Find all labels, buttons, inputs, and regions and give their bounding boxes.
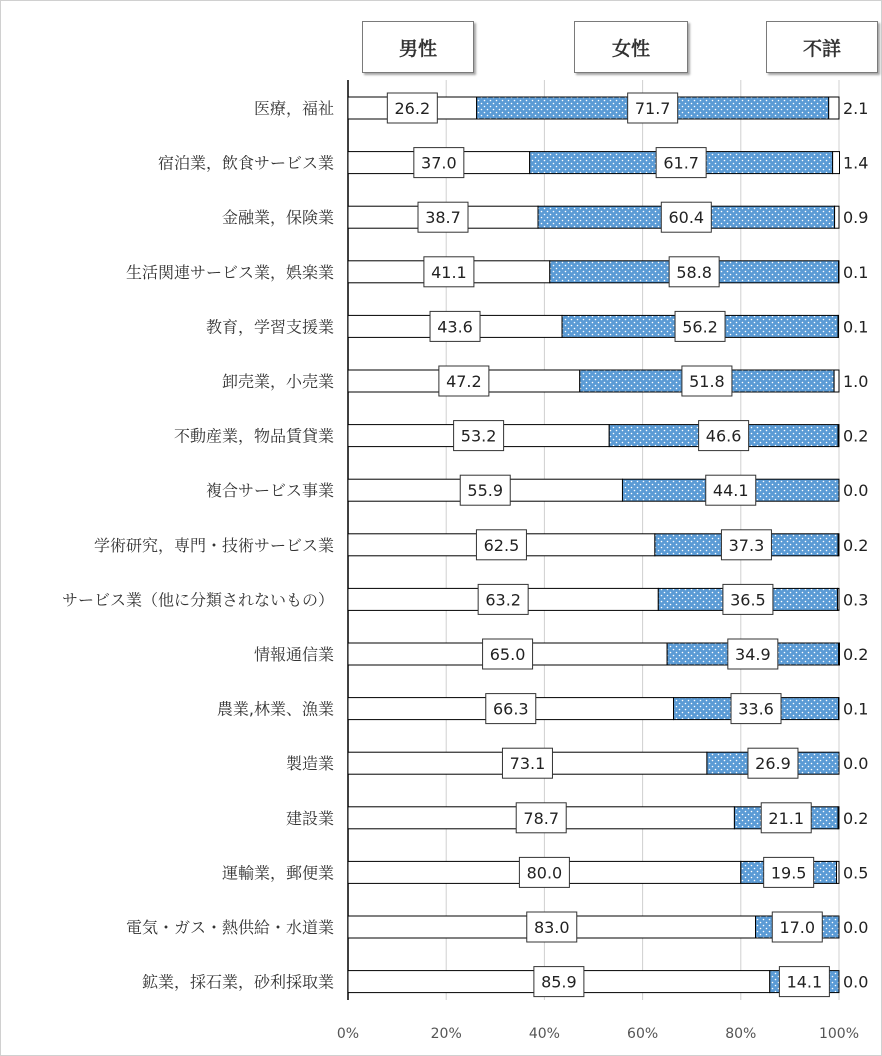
category-label: 医療，福祉	[253, 99, 334, 118]
value-label-unknown: 2.1	[843, 99, 869, 118]
value-label-unknown: 0.2	[843, 808, 869, 828]
x-tick-label: 0%	[336, 1026, 360, 1042]
bar-unknown	[829, 97, 839, 119]
value-label-unknown: 0.2	[843, 645, 869, 664]
category-label: 卸売業，小売業	[221, 372, 334, 391]
value-label-unknown: 0.2	[843, 535, 869, 555]
bar-unknown	[838, 588, 839, 610]
value-label-female: 21.1	[768, 808, 805, 828]
bar-unknown	[838, 425, 839, 447]
legend-male: 男性	[362, 21, 474, 73]
value-label-female: 17.0	[779, 918, 816, 937]
x-tick-label: 80%	[725, 1026, 757, 1042]
value-label-unknown: 0.5	[843, 863, 869, 883]
x-tick-label: 20%	[430, 1026, 462, 1042]
category-label: 複合サービス事業	[205, 481, 334, 501]
value-label-female: 33.6	[738, 699, 774, 719]
legend-unknown: 不詳	[766, 21, 878, 73]
value-label-female: 60.4	[668, 208, 705, 228]
value-label-unknown: 0.0	[843, 918, 869, 937]
value-label-male: 26.2	[394, 99, 431, 118]
value-label-female: 36.5	[730, 590, 766, 610]
value-label-female: 34.9	[735, 645, 771, 664]
value-label-female: 37.3	[728, 535, 765, 555]
value-label-unknown: 1.4	[843, 153, 869, 173]
category-label: 鉱業，採石業，砂利採取業	[141, 972, 334, 992]
category-label: 金融業，保険業	[221, 208, 334, 228]
legend-female: 女性	[574, 21, 688, 73]
value-label-female: 14.1	[786, 972, 823, 992]
bar-unknown	[838, 807, 839, 829]
value-label-female: 46.6	[705, 426, 742, 446]
value-label-female: 44.1	[712, 481, 749, 501]
category-label: 不動産業，物品賃貸業	[173, 426, 334, 446]
value-label-unknown: 0.9	[843, 208, 869, 228]
value-label-unknown: 0.2	[843, 426, 869, 446]
value-label-female: 56.2	[682, 317, 718, 337]
value-label-female: 58.8	[676, 262, 712, 282]
value-label-male: 53.2	[460, 426, 497, 446]
value-label-unknown: 0.3	[843, 590, 869, 610]
category-label: サービス業（他に分類されないもの）	[61, 590, 334, 610]
bar-unknown	[837, 861, 839, 883]
value-label-female: 19.5	[770, 863, 807, 883]
category-label: 製造業	[285, 754, 334, 774]
value-label-male: 85.9	[541, 972, 577, 992]
category-label: 運輸業，郵便業	[221, 863, 334, 883]
category-label: 教育，学習支援業	[205, 317, 334, 337]
category-label: 農業,林業、漁業	[216, 699, 334, 719]
value-label-male: 63.2	[485, 590, 521, 610]
bar-unknown	[834, 370, 839, 392]
value-label-male: 65.0	[489, 645, 526, 664]
value-label-unknown: 1.0	[843, 372, 869, 391]
value-label-male: 43.6	[437, 317, 473, 337]
value-label-female: 26.9	[755, 754, 791, 774]
value-label-male: 78.7	[523, 808, 560, 828]
value-label-unknown: 0.1	[843, 699, 869, 719]
value-label-female: 51.8	[689, 372, 725, 391]
value-label-female: 71.7	[634, 99, 671, 118]
x-tick-label: 40%	[528, 1026, 560, 1042]
value-label-male: 38.7	[425, 208, 461, 228]
category-label: 建設業	[285, 808, 334, 828]
value-label-unknown: 0.0	[843, 481, 869, 501]
value-label-male: 55.9	[467, 481, 504, 501]
category-label: 生活関連サービス業，娯楽業	[125, 262, 334, 282]
value-label-male: 47.2	[446, 372, 482, 391]
value-label-male: 62.5	[483, 535, 520, 555]
value-label-unknown: 0.1	[843, 262, 869, 282]
bar-unknown	[835, 206, 839, 228]
value-label-unknown: 0.0	[843, 972, 869, 992]
value-label-male: 83.0	[533, 918, 570, 937]
value-label-male: 66.3	[492, 699, 529, 719]
value-label-unknown: 0.0	[843, 754, 869, 774]
value-label-female: 61.7	[663, 153, 699, 173]
category-label: 電気・ガス・熱供給・水道業	[125, 918, 334, 937]
x-tick-label: 100%	[818, 1026, 860, 1042]
value-label-male: 41.1	[431, 262, 467, 282]
value-label-male: 37.0	[421, 153, 457, 173]
value-label-unknown: 0.1	[843, 317, 869, 337]
category-label: 宿泊業，飲食サービス業	[157, 153, 334, 173]
x-tick-label: 60%	[627, 1026, 659, 1042]
bar-unknown	[838, 534, 839, 556]
bar-unknown	[833, 152, 840, 174]
value-label-male: 73.1	[509, 754, 546, 774]
category-label: 学術研究，専門・技術サービス業	[93, 535, 334, 555]
bar-unknown	[839, 643, 840, 665]
category-label: 情報通信業	[253, 645, 334, 664]
value-label-male: 80.0	[526, 863, 563, 883]
